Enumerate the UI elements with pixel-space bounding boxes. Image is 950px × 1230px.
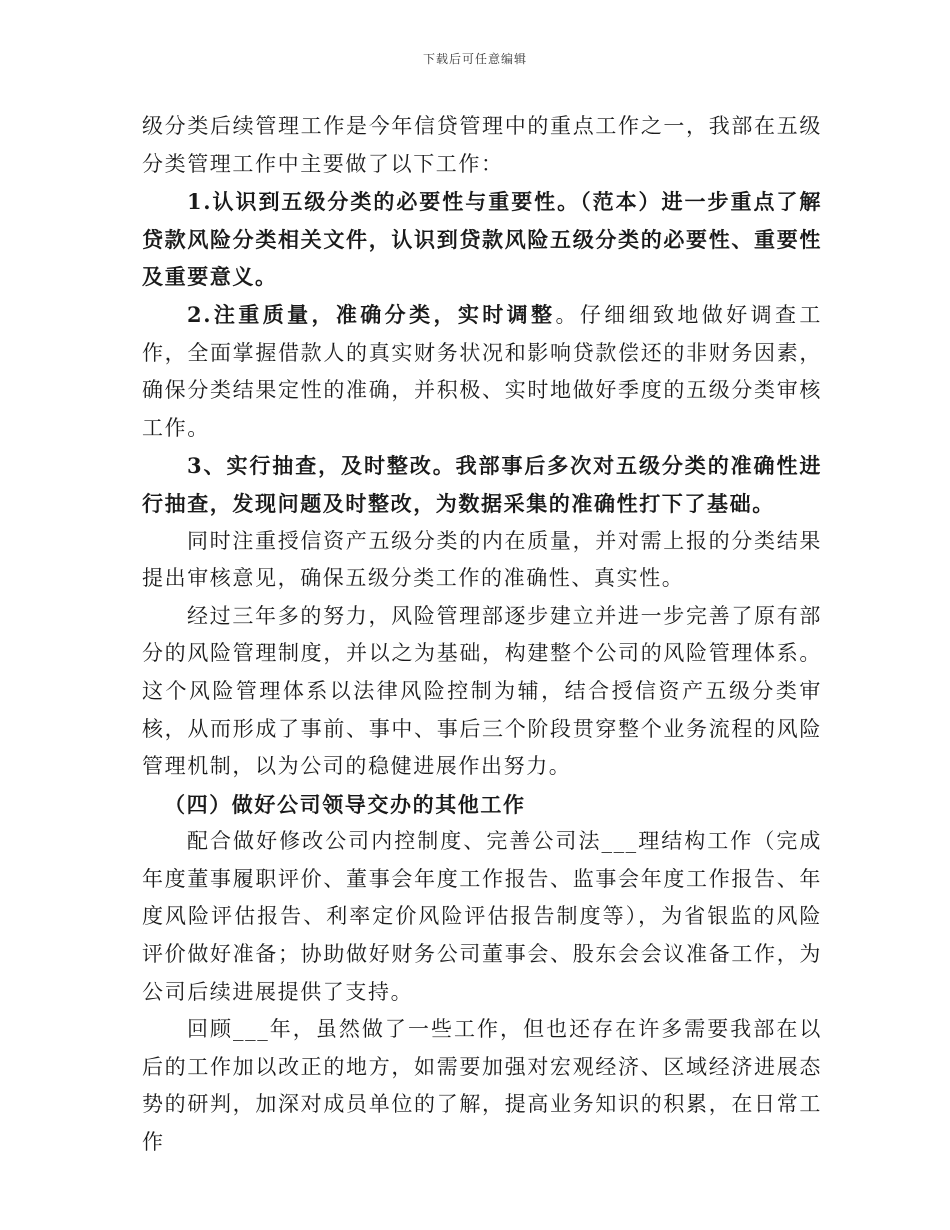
paragraph-risk-system: 经过三年多的努力，风险管理部逐步建立并进一步完善了原有部分的风险管理制度，并以之为基础，构建整个公司的风险管理体系。这个风险管理体系以法律风险控制为辅，结合授信资产五级分类审核，从而形成了事前、事中、事后三个阶段贯穿整个业务流程的风险管理机制，以为公司的稳健进展作出努力。: [142, 603, 822, 779]
paragraph-item-3: 3、实行抽查，及时整改。我部事后多次对五级分类的准确性进行抽查，发现问题及时整改，为数据采集的准确性打下了基础。: [142, 453, 822, 516]
paragraph-intro: 级分类后续管理工作是今年信贷管理中的重点工作之一，我部在五级分类管理工作中主要做了以下工作：: [142, 114, 822, 176]
paragraph-item-2-heading: 2.注重质量，准确分类，实时调整: [187, 301, 556, 327]
section-heading-four: （四）做好公司领导交办的其他工作: [164, 791, 526, 817]
paragraph-item-2: [142, 296, 822, 447]
paragraph-quality: 同时注重授信资产五级分类的内在质量，并对需上报的分类结果提出审核意见，确保五级分类工作的准确性、真实性。: [142, 528, 822, 591]
paragraph-review: 回顾___年，虽然做了一些工作，但也还存在许多需要我部在以后的工作加以改正的地方，如需要加强对宏观经济、区域经济进展态势的研判，加深对成员单位的了解，提高业务知识的积累，在日常工作: [142, 1017, 822, 1155]
page-header: 下载后可任意编辑: [422, 52, 527, 66]
paragraph-other-work: 配合做好修改公司内控制度、完善公司法___理结构工作（完成年度董事履职评价、董事会年度工作报告、监事会年度工作报告、年度风险评估报告、利率定价风险评估报告制度等），为省银监的风险评价做好准备；协助做好财务公司董事会、股东会会议准备工作，为公司后续进展提供了支持。: [142, 829, 822, 1004]
document-body: [142, 108, 822, 1162]
paragraph-item-2-body: 。仔细细致地做好调查工作，全面掌握借款人的真实财务状况和影响贷款偿还的非财务因素，确保分类结果定性的准确，并积极、实时地做好季度的五级分类审核工作。: [142, 302, 822, 440]
paragraph-item-1: 1.认识到五级分类的必要性与重要性。（范本）进一步重点了解贷款风险分类相关文件，认识到贷款风险五级分类的必要性、重要性及重要意义。: [142, 189, 822, 290]
